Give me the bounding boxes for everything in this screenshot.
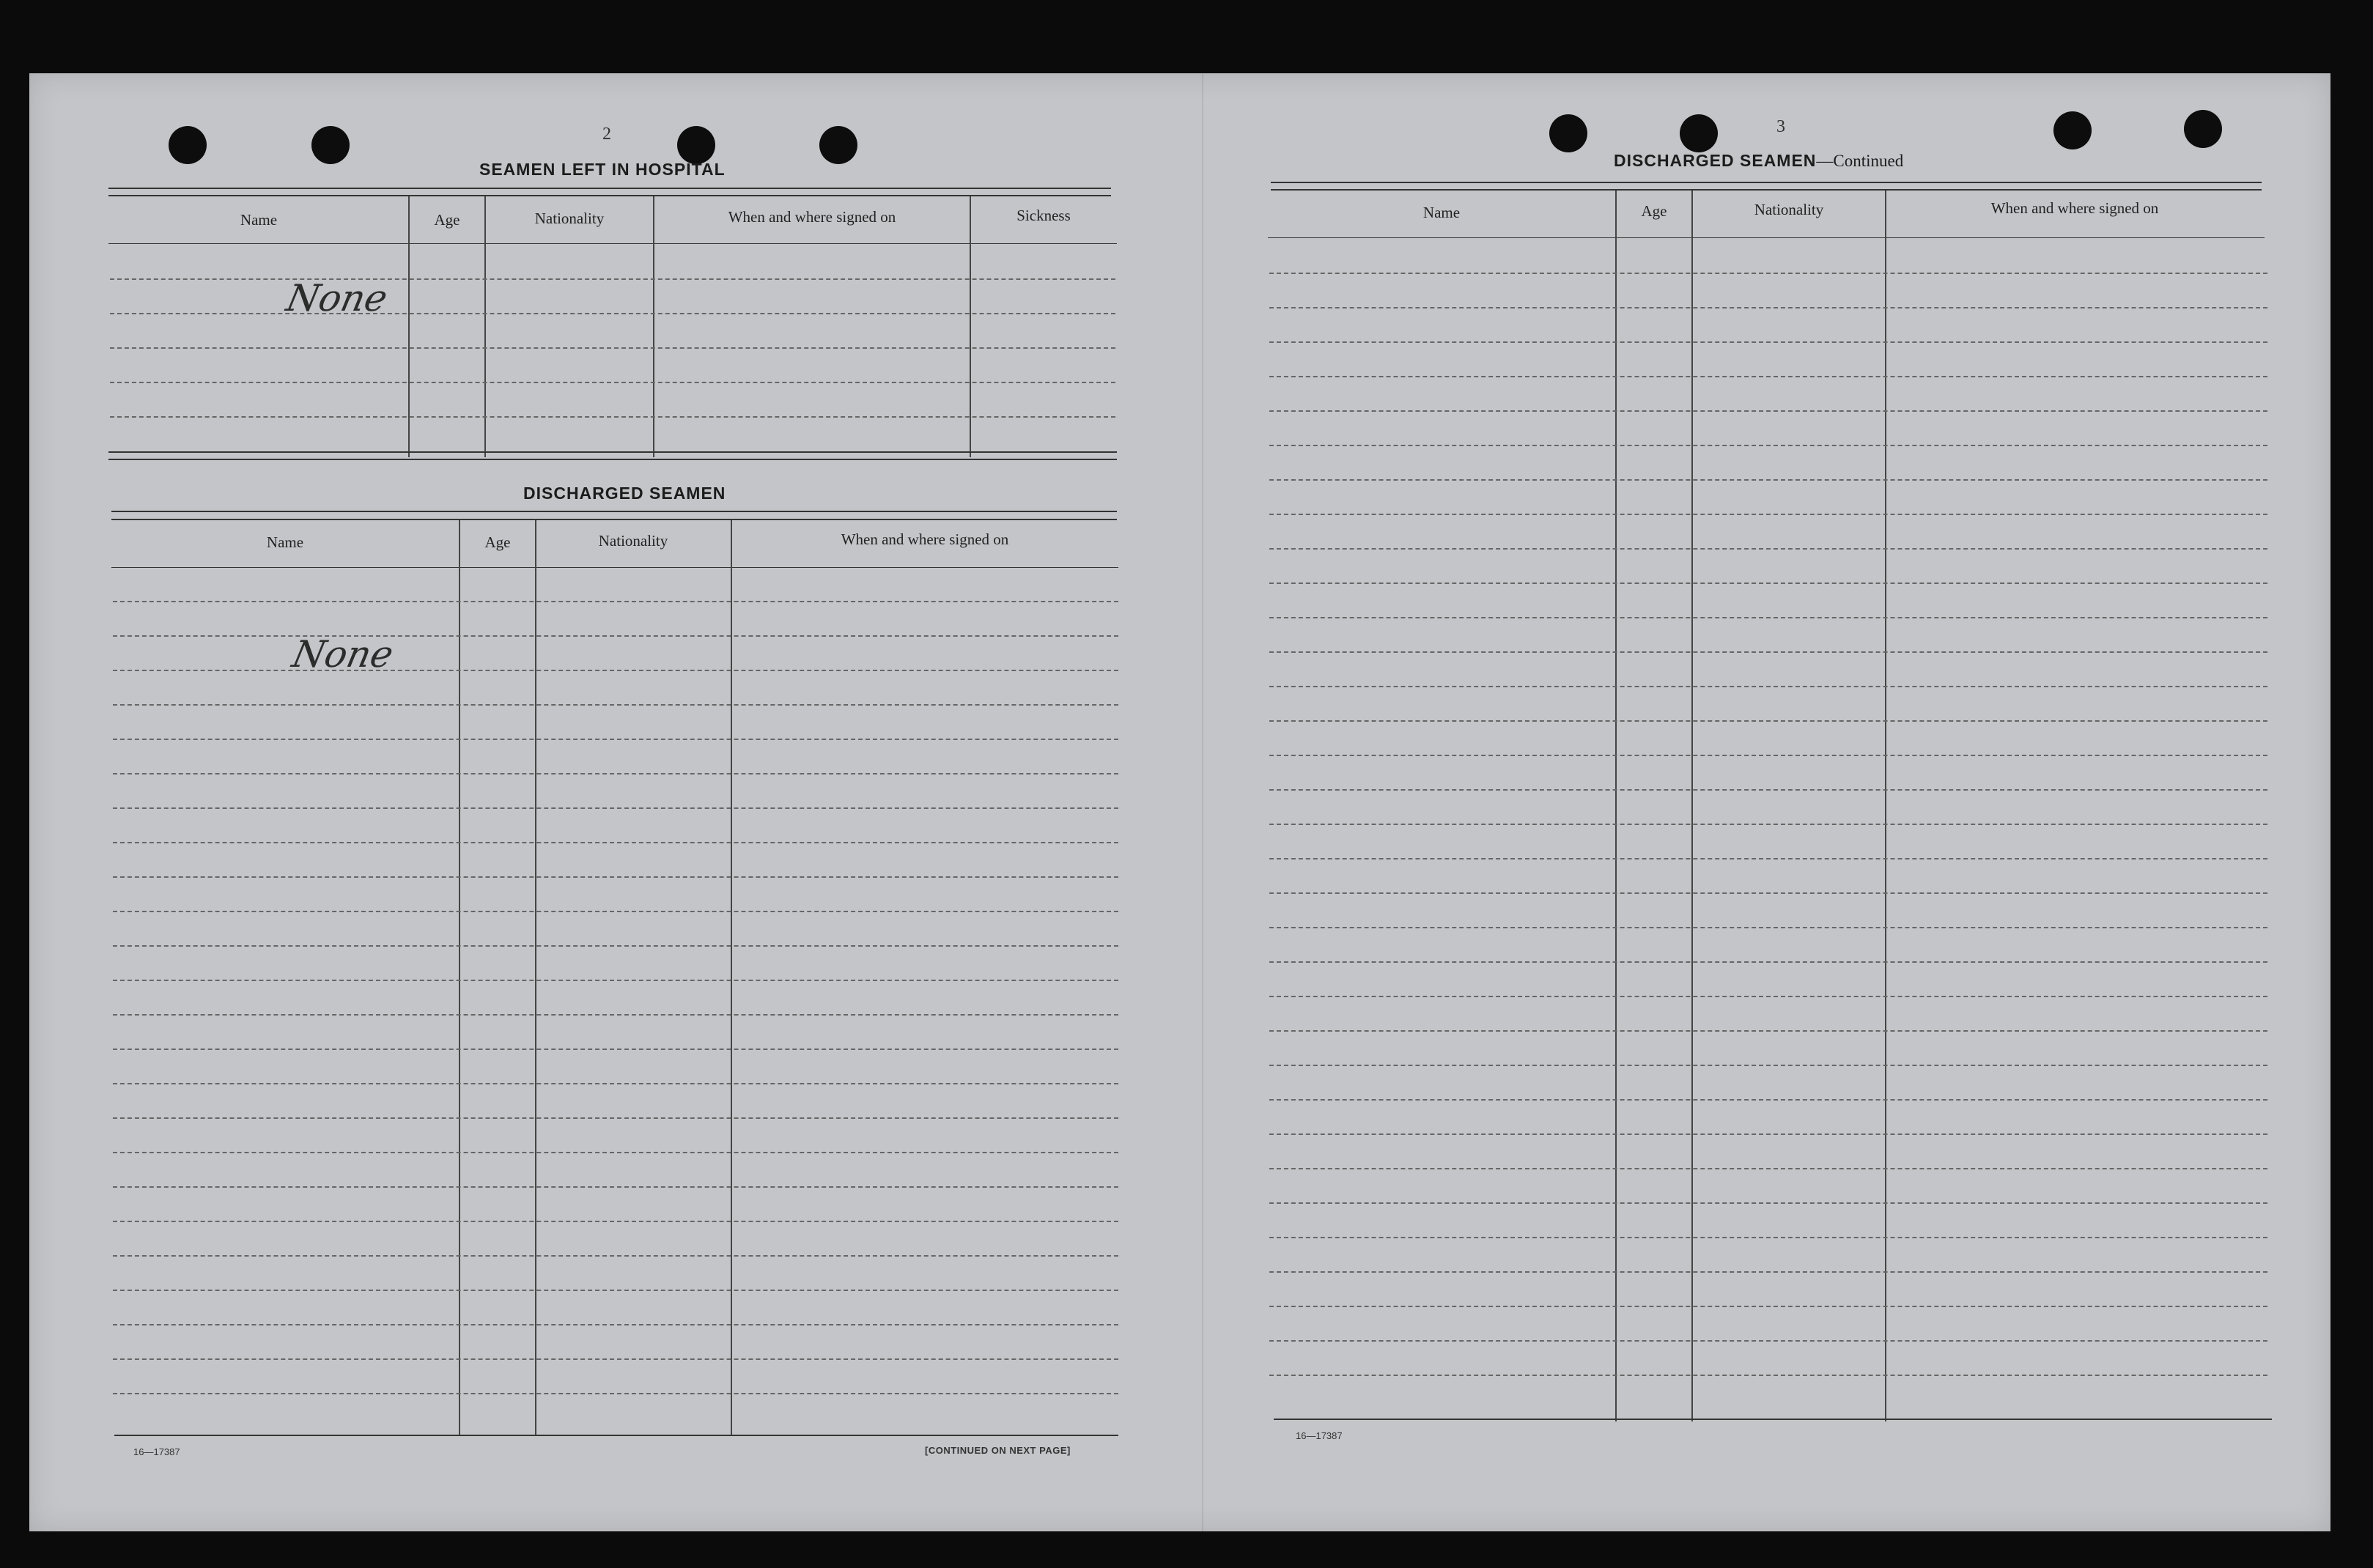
punch-hole — [2184, 110, 2222, 148]
table-rule — [1274, 1419, 2272, 1420]
ruled-row-line — [1269, 1065, 2267, 1066]
ruled-row-line — [113, 1014, 1118, 1016]
ruled-row-line — [1269, 479, 2267, 481]
punch-hole — [169, 126, 207, 164]
col-header-name: Name — [266, 533, 304, 551]
table-rule — [1268, 237, 2265, 238]
ruled-row-line — [1269, 376, 2267, 377]
ruled-row-line — [113, 635, 1118, 637]
ruled-row-line — [110, 313, 1115, 314]
ruled-row-line — [113, 876, 1118, 878]
col-header-sickness: Sickness — [1016, 207, 1071, 224]
table-rule — [111, 519, 1117, 520]
ruled-row-line — [113, 1255, 1118, 1257]
column-divider — [535, 520, 536, 1436]
ruled-row-line — [110, 347, 1115, 349]
table-rule — [1271, 182, 2262, 183]
section-title-discharged-continued — [1614, 151, 1903, 171]
table-rule — [108, 243, 1117, 244]
punch-hole — [1549, 114, 1587, 152]
col-header-nationality: Nationality — [534, 210, 605, 227]
punch-hole — [2053, 111, 2092, 149]
ruled-row-line — [1269, 307, 2267, 308]
ruled-row-line — [113, 601, 1118, 602]
ruled-row-line — [113, 1290, 1118, 1291]
table-rule — [1271, 189, 2262, 191]
col-header-name: Name — [240, 211, 278, 229]
punch-hole — [677, 126, 715, 164]
ruled-row-line — [1269, 961, 2267, 963]
ruled-row-line — [1269, 1134, 2267, 1135]
ruled-row-line — [1269, 1168, 2267, 1169]
ruled-row-line — [1269, 445, 2267, 446]
ruled-row-line — [1269, 1306, 2267, 1307]
ruled-row-line — [1269, 341, 2267, 343]
ruled-row-line — [1269, 1271, 2267, 1273]
ruled-row-line — [110, 416, 1115, 418]
ruled-row-line — [1269, 1340, 2267, 1342]
section-title-hospital: SEAMEN LEFT IN HOSPITAL — [479, 160, 726, 179]
column-divider — [731, 520, 732, 1436]
col-header-age: Age — [1641, 202, 1667, 220]
ruled-row-line — [1269, 789, 2267, 791]
table-rule — [108, 195, 1111, 196]
page-fold — [1202, 73, 1203, 1531]
section-title-discharged: DISCHARGED SEAMEN — [523, 484, 726, 503]
ruled-row-line — [1269, 996, 2267, 997]
table-rule — [111, 511, 1117, 512]
table-rule — [111, 567, 1118, 568]
col-header-signed-on: When and where signed on — [728, 208, 896, 226]
col-header-nationality: Nationality — [1754, 201, 1824, 218]
ruled-row-line — [113, 807, 1118, 809]
ruled-row-line — [1269, 720, 2267, 722]
ruled-row-line — [1269, 410, 2267, 412]
ruled-row-line — [110, 278, 1115, 280]
ruled-row-line — [1269, 755, 2267, 756]
ruled-row-line — [1269, 1030, 2267, 1032]
ruled-row-line — [113, 773, 1118, 774]
ruled-row-line — [1269, 824, 2267, 825]
ruled-row-line — [113, 842, 1118, 843]
continued-note: [CONTINUED ON NEXT PAGE] — [925, 1445, 1071, 1456]
column-divider — [970, 196, 971, 457]
col-header-nationality: Nationality — [598, 532, 668, 550]
punch-hole — [311, 126, 350, 164]
table-rule — [108, 451, 1117, 453]
col-header-name: Name — [1422, 204, 1461, 221]
ruled-row-line — [1269, 858, 2267, 859]
column-divider — [653, 196, 654, 457]
handwritten-entry: None — [282, 277, 391, 319]
page-number: 3 — [1776, 117, 1785, 136]
form-number: 16—17387 — [133, 1446, 180, 1457]
title-main: DISCHARGED SEAMEN — [1614, 151, 1817, 170]
ruled-row-line — [110, 382, 1115, 383]
ruled-row-line — [113, 1152, 1118, 1153]
form-number: 16—17387 — [1296, 1430, 1343, 1441]
column-divider — [408, 196, 410, 457]
punch-hole — [819, 126, 857, 164]
ruled-row-line — [1269, 927, 2267, 928]
title-suffix: —Continued — [1816, 152, 1904, 170]
ruled-row-line — [113, 911, 1118, 912]
ruled-row-line — [1269, 273, 2267, 274]
ruled-row-line — [1269, 548, 2267, 550]
ruled-row-line — [113, 1049, 1118, 1050]
handwritten-entry: None — [288, 633, 397, 676]
ruled-row-line — [1269, 1375, 2267, 1376]
ruled-row-line — [1269, 686, 2267, 687]
ruled-row-line — [1269, 1202, 2267, 1204]
ruled-row-line — [1269, 892, 2267, 894]
col-header-age: Age — [484, 533, 511, 551]
ruled-row-line — [113, 1083, 1118, 1084]
ruled-row-line — [113, 980, 1118, 981]
ruled-row-line — [113, 1393, 1118, 1394]
ruled-row-line — [1269, 651, 2267, 653]
ruled-row-line — [1269, 583, 2267, 584]
table-rule — [108, 459, 1117, 460]
page-number: 2 — [602, 125, 611, 144]
ruled-row-line — [113, 704, 1118, 706]
ruled-row-line — [113, 1358, 1118, 1360]
ruled-row-line — [113, 1117, 1118, 1119]
ruled-row-line — [113, 1221, 1118, 1222]
column-divider — [459, 520, 460, 1436]
table-rule — [108, 188, 1111, 189]
table-rule — [114, 1435, 1118, 1436]
col-header-age: Age — [434, 211, 460, 229]
ruled-row-line — [113, 1324, 1118, 1325]
ruled-row-line — [1269, 514, 2267, 515]
punch-hole — [1680, 114, 1718, 152]
ruled-row-line — [1269, 1237, 2267, 1238]
ruled-row-line — [1269, 617, 2267, 618]
col-header-signed-on: When and where signed on — [1990, 199, 2159, 217]
ruled-row-line — [113, 1186, 1118, 1188]
column-divider — [484, 196, 486, 457]
ruled-row-line — [1269, 1099, 2267, 1101]
col-header-signed-on: When and where signed on — [841, 530, 1009, 548]
ruled-row-line — [113, 670, 1118, 671]
ruled-row-line — [113, 739, 1118, 740]
ruled-row-line — [113, 945, 1118, 947]
